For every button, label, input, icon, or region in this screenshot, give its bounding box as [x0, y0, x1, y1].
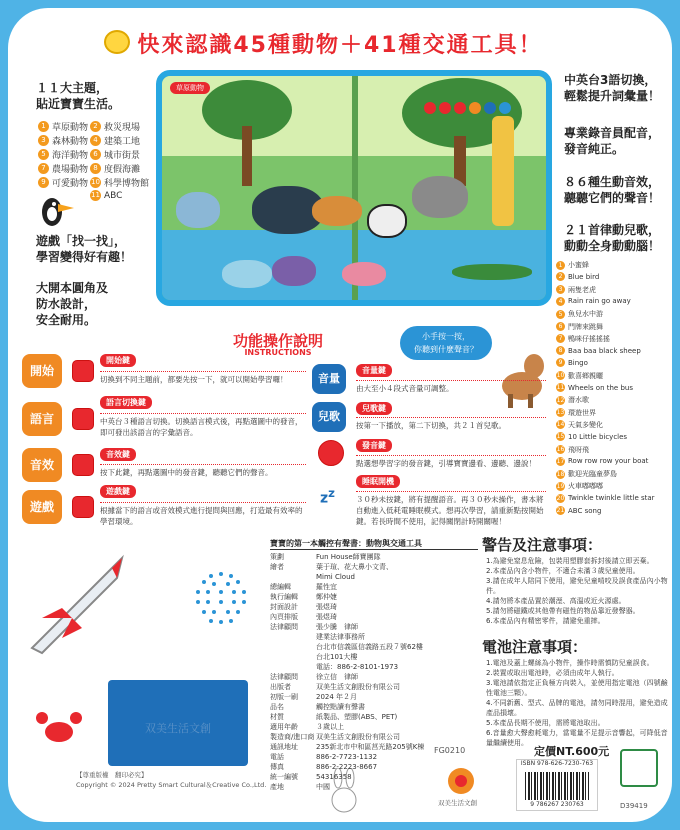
barcode: ISBN 978-626-7230-763 9 786267 230763	[516, 759, 598, 811]
note-voice: 專業錄音員配音， 發音純正。	[564, 126, 661, 156]
list-item: 3 兩隻老虎	[556, 285, 596, 295]
battery-title: 電池注意事項：	[482, 638, 588, 656]
songs-key-text: 按第一下播放，第二下切換，共２１首兒歌。	[356, 417, 546, 431]
copyright-line: Copyright © 2024 Pretty Smart Cultural＆Creative Co.,Ltd.	[76, 781, 267, 789]
topic-item: 3 森林動物	[38, 134, 88, 147]
record-key-text: 點選想學習字的發音鍵，引導寶寶邊看、邊聽、邊說！	[356, 455, 546, 469]
list-item: 13 環遊世界	[556, 408, 596, 417]
list-item: 10 歡喜鄉親曬	[556, 371, 603, 380]
start-key-label: 開始鍵	[100, 354, 136, 367]
sleep-mode-text: ３０秒未按鍵，將有提醒語音。再３０秒未操作，書本將自動進入低耗電睡眠模式。想再次學習，請重新點按開始鍵。若長時間不使用，記得關閉計時開關喔！	[356, 491, 546, 527]
warning-list: 1.為避免窒息危險，包裝用塑膠套拆封後請立即丟棄。 2.本產品內含小物件，不適合未滿３歲兒童使用。 3.請在成年人陪同下使用，避免兒童啃咬及誤食產品內小物件。 4.請勿將本產品置於潮溼、高溫或近火源處。 5.請勿將磁鐵或其他帶有磁性的物品靠近發聲器。 6.本產品內有精密零件，請避免重摔。	[486, 557, 668, 625]
sleep-icon: $z^z$	[320, 486, 335, 507]
badge-effect: 音效	[22, 448, 62, 482]
badge-songs: 兒歌	[312, 402, 346, 432]
topic-item: 10 科學博物館	[91, 178, 150, 189]
list-item: 18 歡迎光臨童夢島	[556, 470, 617, 479]
topic-item: 5 海洋動物	[38, 148, 88, 161]
list-item: 2 Blue bird	[556, 272, 599, 281]
note-safety: 大開本圓角及 防水設計， 安全耐用。	[36, 281, 109, 327]
copyright-notice: 【尊重版權 翻印必究】	[76, 771, 148, 779]
back-cover	[8, 8, 672, 822]
list-item: 12 潛水歌	[556, 396, 589, 405]
list-item: 4 Rain rain go away	[556, 297, 631, 306]
list-item: 15 10 Little bicycles	[556, 432, 628, 441]
volume-key-label: 音量鍵	[356, 364, 392, 377]
list-item: 1 小蜜蜂	[556, 260, 589, 270]
effect-key-icon	[72, 454, 94, 476]
sound-book-illustration	[156, 70, 552, 306]
topic-item: 11 ABC	[91, 190, 123, 201]
list-item: 21 ABC song	[556, 506, 602, 515]
songs-key-label: 兒歌鍵	[356, 402, 392, 415]
record-key-icon	[318, 440, 344, 466]
topic-item: 4 建築工地	[90, 134, 140, 147]
note-topics: １１大主題， 貼近寶寶生活。	[36, 81, 121, 111]
badge-volume: 音量	[312, 364, 346, 394]
price: 定價NT.600元	[534, 745, 610, 758]
note-find: 遊戲「找一找」， 學習變得好有趣！	[36, 234, 133, 264]
list-item: 9 Bingo	[556, 358, 588, 367]
mode-buttons	[424, 102, 534, 114]
function-subtitle: INSTRUCTIONS	[244, 348, 312, 357]
topic-item: 6 城市街景	[90, 148, 140, 161]
list-item: 7 鴨咪仔搖搖搖	[556, 334, 610, 344]
product-code: FG0210	[434, 746, 466, 755]
horse-icon	[494, 348, 550, 408]
brand-watermark: 双美生活文創	[145, 722, 211, 735]
note-songs: ２１首律動兒歌， 動動全身動動腦！	[564, 223, 661, 253]
game-key-label: 遊戲鍵	[100, 485, 136, 498]
recycle-icon	[620, 749, 658, 787]
list-item: 17 Row row row your boat	[556, 457, 649, 466]
credits-block: 寶寶的第一本觸控有聲書：動物與交通工具 策劃 Fun House師寶團隊 繪者 葉于瑄、花大鼻小文青、 Mimi Cloud 總編輯 羅性宜 執行編輯 鄭仲婕 封面設計 張煜琦 內頁排版 張煜琦 法律顧問 張少騰 律師 建業法律事務所 台北市信義區信義路五段７號62樓 台北101大樓 電話：886-2-8101-1973 法律顧問 徐立信 律師 出版者 双美生活文創股份有限公司 初版一刷 2024 年２月 品名 觸控點讀有聲書 材質 紙製品、塑膠(ABS、PET) 適用年齡 ３歲以上 製造商/進口商 双美生活文創股份有限公司 通訊地址 235新北市中和區莒光路205號K棟 電話 886-2-7723-1132 傳真 886-2-2223-8667 統一編號 54316358 產地 中國	[270, 539, 478, 792]
topic-item: 2 救災現場	[90, 120, 140, 133]
start-key-icon	[72, 360, 94, 382]
speaker-grille-icon	[186, 564, 256, 634]
game-key-icon	[72, 496, 94, 518]
list-item: 19 火車嘟嘟嘟	[556, 482, 603, 491]
game-key-text: 根據當下的語言或音效模式進行提問與回應，打造最有效率的學習環境。	[100, 502, 306, 527]
battery-list: 1.電池及蓋上螺絲為小物件，操作時需慎防兒童誤食。 2.裝置或取出電池時，必須由成年人執行。 3.電池請依指定正負極方向裝入，並使用指定電池（四號鹼性電池三顆）。 4.不同新舊、型式、品牌的電池，請勿同時混用，避免造成產品損壞。 5.本產品長期不使用，需將電池取出。 6.音量愈大聲愈耗電力，當電量不足提示音響起，可降低音量繼續使用。	[486, 659, 668, 747]
hand-logo-icon	[446, 766, 476, 796]
toucan-icon	[38, 190, 74, 230]
badge-start: 開始	[22, 354, 62, 388]
warning-title: 警告及注意事項：	[482, 536, 603, 554]
list-item: 5 魚兒水中游	[556, 309, 603, 319]
publisher-label: 双美生活文創	[438, 799, 477, 807]
language-key-text: 中英台３種語言切換。切換語言模式後，再點選圖中的發音，即可發出該語言的字彙語音。	[100, 413, 306, 438]
start-key-text: 切換到不同主題前，都要先按一下，就可以開始學習囉！	[100, 371, 306, 385]
topic-item: 9 可愛動物	[38, 176, 88, 189]
list-item: 6 門牌來跳舞	[556, 322, 603, 332]
language-key-icon	[72, 408, 94, 430]
list-item: 20 Twinkle twinkle little star	[556, 494, 655, 503]
list-item: 11 Wheels on the bus	[556, 383, 633, 392]
function-title: 功能操作說明	[232, 332, 323, 350]
topic-item: 1 草原動物	[38, 120, 88, 133]
brand-panel	[108, 680, 248, 766]
volume-key-text: 由大至小４段式音量可調整。	[356, 380, 546, 394]
speech-bubble: 小手按一按， 你聽到什麼聲音？	[400, 326, 492, 360]
language-key-label: 語言切換鍵	[100, 396, 152, 409]
badge-game: 遊戲	[22, 490, 62, 524]
effect-key-text: 按下此鍵，再點選圖中的發音鍵，聽聽它們的聲音。	[100, 464, 306, 478]
crab-icon	[36, 708, 82, 748]
list-item: 8 Baa baa black sheep	[556, 346, 641, 355]
rocket-icon	[22, 548, 132, 658]
note-sounds: ８６種生動音效， 聽聽它們的聲音！	[564, 175, 661, 205]
topic-item: 7 農場動物	[38, 162, 88, 175]
sleep-mode-label: 睡眠開機	[356, 475, 400, 488]
record-key-label: 發音鍵	[356, 439, 392, 452]
list-item: 16 飛呀飛	[556, 445, 589, 454]
badge-language: 語言	[22, 402, 62, 436]
effect-key-label: 音效鍵	[100, 448, 136, 461]
book-tab-label: 草原動物	[170, 82, 210, 94]
list-item: 14 天氣多變化	[556, 420, 603, 429]
page-title: 快來認識45種動物＋41種交通工具！	[137, 33, 543, 58]
note-language: 中英台3語切換， 輕鬆提升詞彙量！	[564, 73, 661, 103]
item-code: D39419	[620, 802, 648, 810]
topic-item: 8 度假海灘	[90, 162, 140, 175]
